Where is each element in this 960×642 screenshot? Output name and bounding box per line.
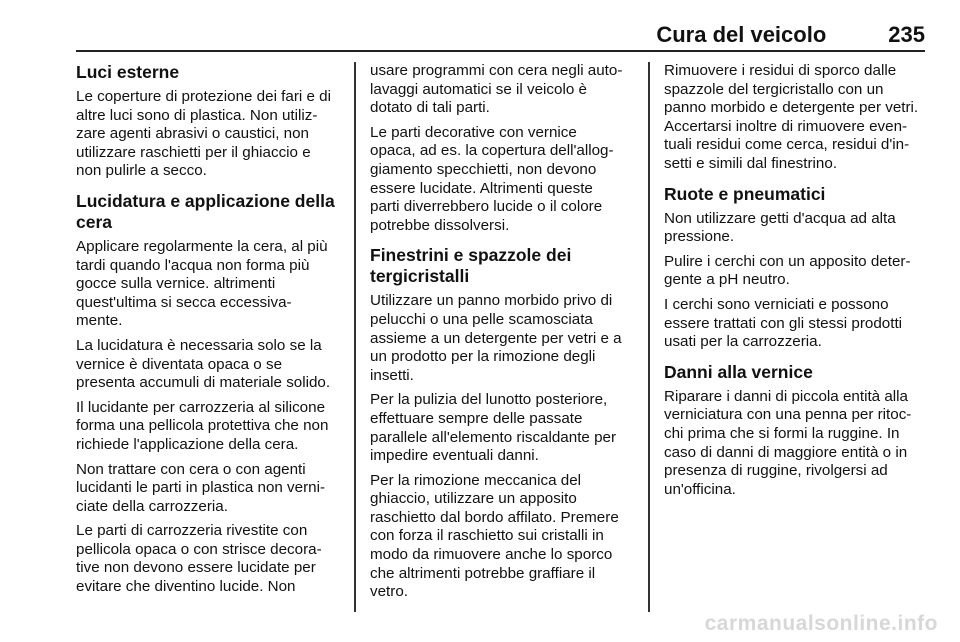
paragraph: Il lucidante per carrozzeria al silicone forma una pellicola protettiva che non richiede l'applicazione della cera. [76,398,329,453]
column-3 [664,62,928,505]
section-title: Cura del veicolo [656,22,827,47]
paragraph: I cerchi sono verniciati e possono essere trattati con gli stessi prodotti usati per la carrozzeria. [664,295,903,351]
section-heading: Luci esterne [76,62,180,82]
paragraph: Rimuovere i residui di sporco dalle spazzole del tergicristallo con un panno morbido e detergente per vetri. Accertarsi inoltre di rimuovere even- tuali residui come cerca, residui d'in- setti e simili dal finestrino. [664,62,919,172]
page-header [76,22,925,50]
paragraph: La lucidatura è necessaria solo se la vernice è diventata opaca o se presenta accumuli di materiale solido. [76,336,331,392]
paragraph: usare programmi con cera negli auto- lavaggi automatici se il veicolo è dotato di tali parti. [370,62,623,117]
watermark: carmanualsonline.info [704,612,938,635]
section-heading: Ruote e pneumatici [664,183,826,204]
page-number: 235 [888,22,925,47]
paragraph: Riparare i danni di piccola entità alla verniciatura con una penna per ritoc- chi prima che si formi la ruggine. In caso di danni di maggiore entità o in presenza di ruggine, rivolgersi ad un'officina. [664,387,912,498]
column-divider [354,62,356,612]
column-2 [370,62,634,608]
paragraph: Non trattare con cera o con agenti lucidanti le parti in plastica non verni- ciate della carrozzeria. [76,460,326,515]
header-rule [76,50,925,52]
section-heading: Finestrini e spazzole dei tergicristalli [370,245,572,287]
paragraph: Pulire i cerchi con un apposito deter- gente a pH neutro. [664,252,911,289]
section-heading: Danni alla vernice [664,361,813,382]
column-divider [648,62,650,612]
paragraph: Per la rimozione meccanica del ghiaccio, utilizzare un apposito raschietto dal bordo affilato. Premere con forza il raschietto sui cristalli in modo da rimuovere anche lo sporco che altrimenti potrebbe graffiare il vetro. [370,471,619,601]
paragraph: Le parti decorative con vernice opaca, ad es. la copertura dell'allog- giamento specchietti, non devono essere lucidate. Altrimenti queste parti diverrebbero lucide o il colore potrebbe dissolversi. [370,123,614,234]
section-heading: Lucidatura e applicazione della cera [76,190,335,232]
paragraph: Non utilizzare getti d'acqua ad alta pressione. [664,209,896,246]
paragraph: Applicare regolarmente la cera, al più tardi quando l'acqua non forma più gocce sulla vernice. altrimenti quest'ultima si secca eccessiva- mente. [76,237,328,330]
paragraph: Utilizzare un panno morbido privo di pelucchi o una pelle scamosciata assieme a un detergente per vetri e a un prodotto per la rimozione degli insetti. [370,292,622,384]
paragraph: Le coperture di protezione dei fari e di altre luci sono di plastica. Non utiliz- zare agenti abrasivi o caustici, non utilizzare raschietti per il ghiaccio e non pulirle a secco. [76,88,331,180]
paragraph: Per la pulizia del lunotto posteriore, effettuare sempre delle passate parallele all'elemento riscaldante per impedire eventuali danni. [370,391,617,465]
column-1 [76,62,340,603]
paragraph: Le parti di carrozzeria rivestite con pellicola opaca o con strisce decora- tive non devono essere lucidate per evitare che diventino lucide. Non [76,522,322,596]
